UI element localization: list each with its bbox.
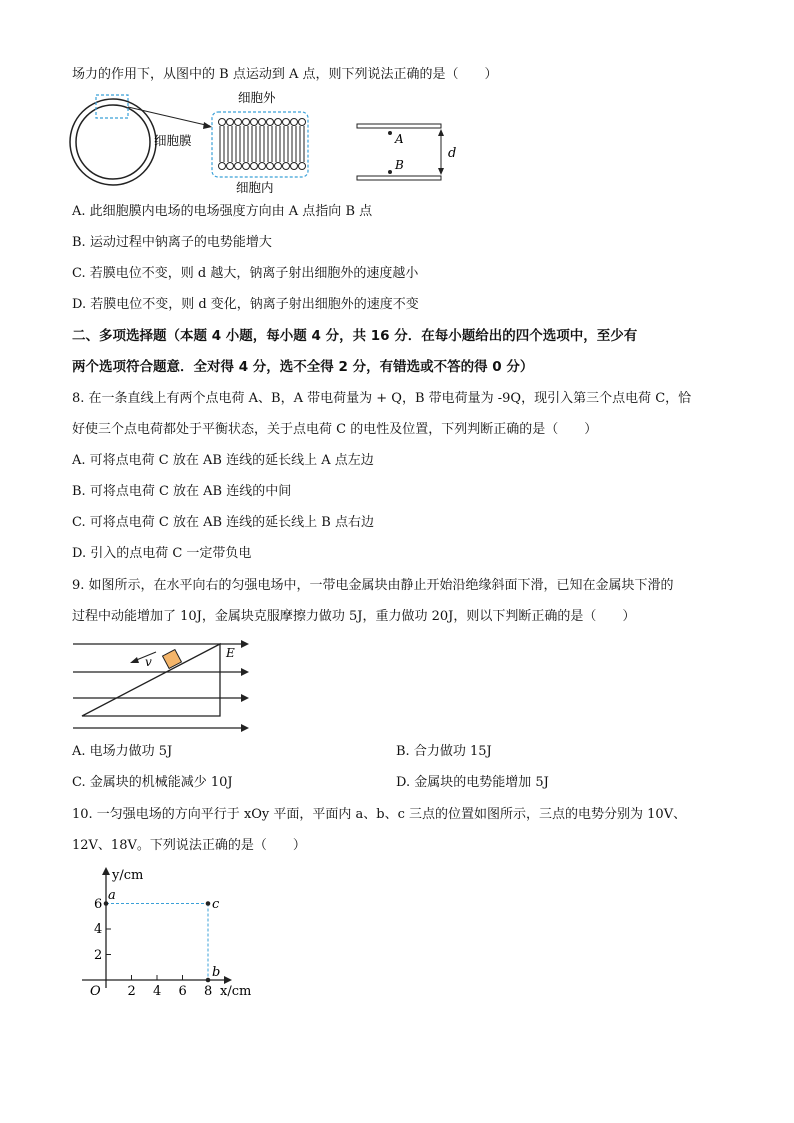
zoom-arrow-head	[203, 122, 212, 129]
q7-figure	[60, 86, 480, 198]
label-membrane: 细胞膜	[154, 133, 192, 148]
label-b: B	[395, 158, 404, 172]
label-c: c	[212, 897, 220, 912]
q9-stem-line2: 过程中动能增加了 10J，金属块克服摩擦力做功 5J，重力做功 20J，则以下判断正确的是（ ）	[72, 609, 636, 624]
y-tick-label-4: 4	[94, 922, 103, 937]
field-arrowheads	[241, 640, 249, 732]
x-axis-arrow	[224, 976, 232, 984]
label-b: b	[212, 965, 221, 980]
q10-stem-line2: 12V、18V。下列说法正确的是（ ）	[72, 838, 306, 853]
section2-heading-line1: 二、多项选择题（本题 4 小题，每小题 4 分，共 16 分．在每小题给出的四个选项中，至少有	[72, 328, 638, 344]
label-inside: 细胞内	[236, 180, 274, 195]
d-arrow-up	[438, 129, 444, 136]
plate-top	[357, 124, 441, 128]
cell-inner-ring	[76, 105, 150, 179]
point-a-dot	[388, 131, 392, 135]
y-tick-label-2: 2	[94, 948, 103, 963]
y-axis-arrow	[102, 867, 110, 875]
q7-option-b: B. 运动过程中钠离子的电势能增大	[72, 235, 272, 250]
q9-option-b: B. 合力做功 15J	[396, 744, 492, 759]
label-d: d	[448, 146, 457, 161]
q7-stem: 场力的作用下，从图中的 B 点运动到 A 点，则下列说法正确的是（ ）	[72, 67, 498, 82]
label-e: E	[226, 646, 235, 660]
q8-option-a: A. 可将点电荷 C 放在 AB 连线的延长线上 A 点左边	[72, 453, 374, 468]
x-tick-label-6: 6	[178, 984, 187, 999]
q8-option-d: D. 引入的点电荷 C 一定带负电	[72, 546, 252, 561]
plate-bottom	[357, 176, 441, 180]
x-tick-label-2: 2	[127, 984, 136, 999]
x-axis-label: x/cm	[220, 984, 252, 999]
d-arrow-down	[438, 168, 444, 175]
y-axis-label: y/cm	[112, 868, 144, 883]
section2-heading-line2: 两个选项符合题意．全对得 4 分，选不全得 2 分，有错选或不答的得 0 分）	[72, 359, 534, 375]
q8-option-c: C. 可将点电荷 C 放在 AB 连线的延长线上 B 点右边	[72, 515, 374, 530]
q8-stem-line1: 8. 在一条直线上有两个点电荷 A、B，A 带电荷量为 + Q，B 带电荷量为 -9Q，现引入第三个点电荷 C，恰	[72, 391, 692, 406]
label-a: A	[395, 132, 404, 146]
cell-outer-ring	[70, 99, 156, 185]
q9-figure	[70, 636, 260, 736]
x-tick-label-4: 4	[153, 984, 162, 999]
point-b	[206, 978, 211, 983]
q8-stem-line2: 好使三个点电荷都处于平衡状态，关于点电荷 C 的电性及位置，下列判断正确的是（ ）	[72, 422, 598, 437]
q7-option-c: C. 若膜电位不变，则 d 越大，钠离子射出细胞外的速度越小	[72, 266, 419, 281]
origin-label: O	[90, 984, 101, 999]
label-v: v	[145, 655, 152, 669]
label-outside: 细胞外	[238, 90, 276, 105]
x-tick-label-8: 8	[204, 984, 213, 999]
q9-option-c: C. 金属块的机械能减少 10J	[72, 775, 233, 790]
q9-option-a: A. 电场力做功 5J	[72, 744, 173, 759]
label-a: a	[108, 888, 116, 903]
q9-option-d: D. 金属块的电势能增加 5J	[396, 775, 549, 790]
q10-figure	[76, 862, 276, 1002]
q10-stem-line1: 10. 一匀强电场的方向平行于 xOy 平面，平面内 a、b、c 三点的位置如图所示，三点的电势分别为 10V、	[72, 807, 687, 822]
point-b-dot	[388, 170, 392, 174]
y-tick-label-6: 6	[94, 897, 103, 912]
q9-stem-line1: 9. 如图所示，在水平向右的匀强电场中，一带电金属块由静止开始沿绝缘斜面下滑，已知在金属块下滑的	[72, 578, 674, 593]
lipid-bilayer	[219, 119, 306, 170]
q7-option-a: A. 此细胞膜内电场的电场强度方向由 A 点指向 B 点	[72, 204, 373, 219]
q8-option-b: B. 可将点电荷 C 放在 AB 连线的中间	[72, 484, 292, 499]
point-c	[206, 901, 211, 906]
velocity-arrow-head	[130, 657, 139, 663]
q7-option-d: D. 若膜电位不变，则 d 变化，钠离子射出细胞外的速度不变	[72, 297, 419, 312]
